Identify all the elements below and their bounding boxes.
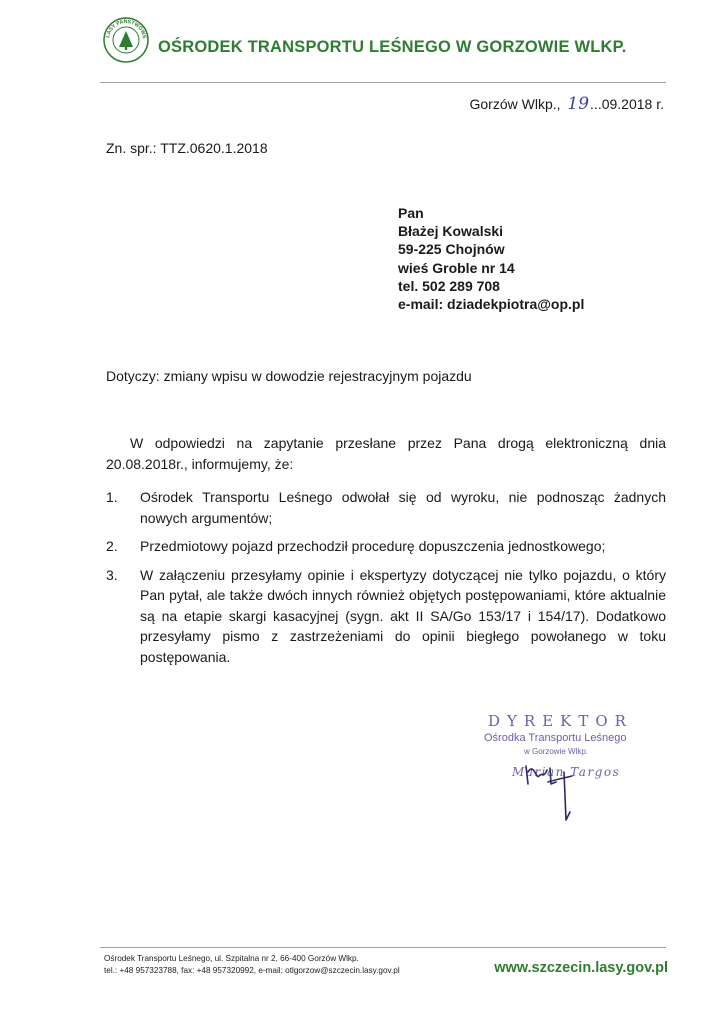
stamp-location: w Gorzowie Wlkp.	[524, 747, 589, 756]
handwritten-day: 19	[567, 94, 590, 114]
organization-title: OŚRODEK TRANSPORTU LEŚNEGO W GORZOWIE WLKP.	[158, 38, 627, 56]
place-date-prefix: Gorzów Wlkp.,	[469, 96, 561, 112]
header-divider	[100, 82, 666, 83]
list-item	[106, 536, 666, 557]
recipient-salutation: Pan	[398, 205, 424, 221]
footer-address-line: Ośrodek Transportu Leśnego, ul. Szpitalna nr 2, 66-400 Gorzów Wlkp.	[104, 954, 359, 963]
letter-subject: Dotyczy: zmiany wpisu w dowodzie rejestracyjnym pojazdu	[106, 368, 472, 384]
list-item-text: Ośrodek Transportu Leśnego odwołał się od wyroku, nie podnosząc żadnych nowych argumentów;	[140, 489, 666, 526]
list-item-number: 2.	[106, 538, 118, 554]
recipient-address	[398, 204, 584, 313]
footer-address	[104, 953, 400, 977]
list-item-text: Przedmiotowy pojazd przechodził procedurę dopuszczenia jednostkowego;	[140, 538, 606, 554]
list-item	[106, 487, 666, 528]
logo-ring-text: LASY PAŃSTWOWE	[105, 18, 147, 40]
list-item-text: W załączeniu przesyłamy opinie i ekspertyzy dotyczącej nie tylko pojazdu, o który Pan pytał, ale także dwóch innych również objętych postępowaniami, które aktualnie są na etapie skargi kasacyjnej (sygn. akt II SA/Go 153/17 i 154/17). Dodatkowo przesyłamy pismo z zastrzeżeniami do opinii biegłego powołanego w toku postępowania.	[140, 566, 666, 665]
case-reference: Zn. spr.: TTZ.0620.1.2018	[106, 140, 268, 156]
footer-website-link[interactable]: www.szczecin.lasy.gov.pl	[494, 960, 668, 976]
handwritten-signature	[504, 732, 604, 822]
recipient-email: e-mail: dziadekpiotra@op.pl	[398, 296, 585, 313]
recipient-name: Błażej Kowalski	[398, 223, 504, 240]
letter-points	[106, 487, 666, 675]
footer-contact-line: tel.: +48 957323788, fax: +48 957320992, e-mail: otlgorzow@szczecin.lasy.gov.pl	[104, 966, 400, 975]
list-item-number: 1.	[106, 489, 118, 505]
letter-intro: W odpowiedzi na zapytanie przesłane przez Pana drogą elektroniczną dnia 20.08.2018r., informujemy, że:	[106, 435, 666, 472]
recipient-postal: 59-225 Chojnów	[398, 241, 505, 258]
place-date-suffix: ...09.2018 r.	[590, 96, 664, 112]
recipient-street: wieś Groble nr 14	[398, 259, 515, 276]
place-date	[470, 94, 665, 114]
footer-divider	[100, 947, 666, 948]
list-item	[106, 565, 666, 668]
lasy-panstwowe-logo	[102, 16, 150, 64]
recipient-phone: tel. 502 289 708	[398, 277, 500, 294]
director-stamp	[480, 712, 650, 822]
stamp-director-name: Marian Targos	[512, 765, 621, 779]
stamp-institution: Ośrodka Transportu Leśnego	[484, 732, 627, 744]
stamp-title: DYREKTOR	[488, 712, 633, 730]
list-item-number: 3.	[106, 566, 118, 583]
